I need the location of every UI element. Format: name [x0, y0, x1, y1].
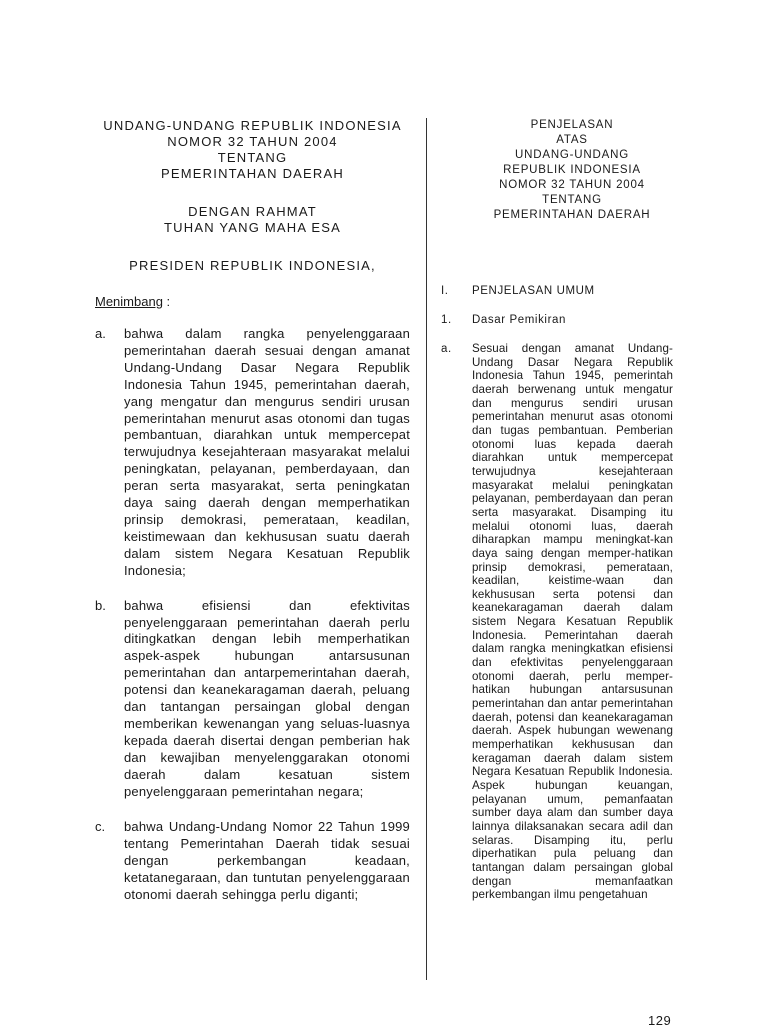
explanation-title-line: ATAS: [556, 134, 588, 146]
law-title: [95, 118, 410, 274]
paragraph-text: Sesuai dengan amanat Undang-Undang Dasar Negara Republik Indonesia Tahun 1945, pemerintah daerah berwenang untuk mengatur dan mengurus sendiri urusan pemerintahan menurut asas otonomi dan tugas pembantuan. Pemberian otonomi luas kepada daerah diarahkan untuk mempercepat terwujudnya kesejahteraan masyarakat melalui peningkatan pelayanan, pemberdayaan dan peran serta masyarakat. Disamping itu melalui otonomi luas, daerah diharapkan mampu meningkat-kan daya saing dengan memper-hatikan prinsip demokrasi, pemerataan, keadilan, keistime-waan dan kekhususan serta potensi dan keanekaragaman daerah dalam sistem Negara Kesatuan Republik Indonesia. Pemerintahan daerah dalam rangka meningkatkan efisiensi dan efektivitas penyelenggaraan otonomi daerah, perlu memper-hatikan hubungan antarsusunan pemerintahan dan antar pemerintahan daerah, potensi dan keanekaragaman daerah. Aspek hubungan wewenang memperhatikan kekhususan dan keragaman daerah dalam sistem Negara Kesatuan Republik Indonesia. Aspek hubungan keuangan, pelayanan umum, pemanfaatan sumber daya alam dan sumber daya lainnya dilaksanakan secara adil dan selaras. Disamping itu, perlu diperhatikan pula peluang dan tantangan dalam persaingan global dengan memanfaatkan perkembangan ilmu pengetahuan: [472, 342, 673, 902]
item-label: b.: [95, 597, 106, 613]
explanation-title-line: TENTANG: [542, 194, 602, 206]
rahmat-line: DENGAN RAHMAT: [188, 204, 317, 219]
explanation-title-line: UNDANG-UNDANG: [515, 149, 629, 161]
paragraph-label: a.: [441, 343, 452, 355]
subsection-title: Dasar Pemikiran: [472, 314, 566, 326]
item-label: c.: [95, 819, 106, 835]
item-label: a.: [95, 326, 106, 341]
menimbang-colon: :: [162, 294, 171, 309]
item-text: bahwa dalam rangka penyelenggaraan pemerintahan daerah sesuai dengan amanat Undang-Undang Dasar Negara Republik Indonesia Tahun 1945, pemerintahan daerah, yang mengatur dan mengurus sendiri urusan pemerintahan menurut asas otonomi dan tugas pembantuan, diarahkan untuk mempercepat terwujudnya kesejahteraan masyarakat melalui peningkatan, pelayanan, pemberdayaan, dan peran serta masyarakat, serta peningkatan daya saing daerah dengan memperhatikan prinsip demokrasi, pemerataan, keadilan, keistimewaan dan kekhususan suatu daerah dalam sistem Negara Kesatuan Republik Indonesia;: [124, 326, 410, 578]
explanation-title: [471, 118, 673, 223]
menimbang-heading: [95, 294, 410, 310]
menimbang-label: Menimbang: [95, 294, 163, 309]
section-heading: [441, 284, 673, 298]
section-title: PENJELASAN UMUM: [472, 285, 595, 297]
subsection-heading: [441, 313, 673, 327]
left-column: [95, 118, 410, 904]
law-title-line: UNDANG-UNDANG REPUBLIK INDONESIA: [103, 118, 402, 133]
law-title-line: NOMOR 32 TAHUN 2004: [167, 134, 338, 149]
consideration-item-c: [95, 819, 410, 904]
law-title-line: PEMERINTAHAN DAERAH: [161, 166, 344, 181]
page-number: 129: [648, 1013, 672, 1028]
rahmat-line: TUHAN YANG MAHA ESA: [164, 220, 341, 235]
consideration-item-a: [95, 326, 410, 580]
president-line: PRESIDEN REPUBLIK INDONESIA,: [129, 258, 376, 273]
law-title-line: TENTANG: [217, 150, 288, 165]
consideration-item-b: [95, 598, 410, 801]
right-column: [441, 118, 673, 902]
section-label: I.: [441, 285, 449, 297]
explanation-title-line: REPUBLIK INDONESIA: [503, 164, 641, 176]
column-divider: [426, 118, 427, 980]
item-text: bahwa efisiensi dan efektivitas penyelenggaraan pemerintahan daerah perlu ditingkatkan dengan lebih memperhatikan aspek-aspek hubungan antarsusunan pemerintahan dan antarpemerintahan daerah, potensi dan keanekaragaman daerah, peluang dan tantangan persaingan global dengan memberikan kewenangan yang seluas-luasnya kepada daerah disertai dengan pemberian hak dan kewajiban menyelenggarakan otonomi daerah dalam kesatuan sistem penyelenggaraan pemerintahan negara;: [124, 597, 410, 799]
explanation-title-line: PEMERINTAHAN DAERAH: [493, 209, 651, 221]
explanation-title-line: NOMOR 32 TAHUN 2004: [499, 179, 645, 191]
explanation-paragraph: [441, 342, 673, 902]
explanation-title-line: PENJELASAN: [530, 119, 614, 131]
subsection-label: 1.: [441, 314, 452, 326]
item-text: bahwa Undang-Undang Nomor 22 Tahun 1999 tentang Pemerintahan Daerah tidak sesuai dengan perkembangan keadaan, ketatanegaraan, dan tuntutan penyelenggaraan otonomi daerah sehingga perlu diganti;: [124, 819, 410, 903]
